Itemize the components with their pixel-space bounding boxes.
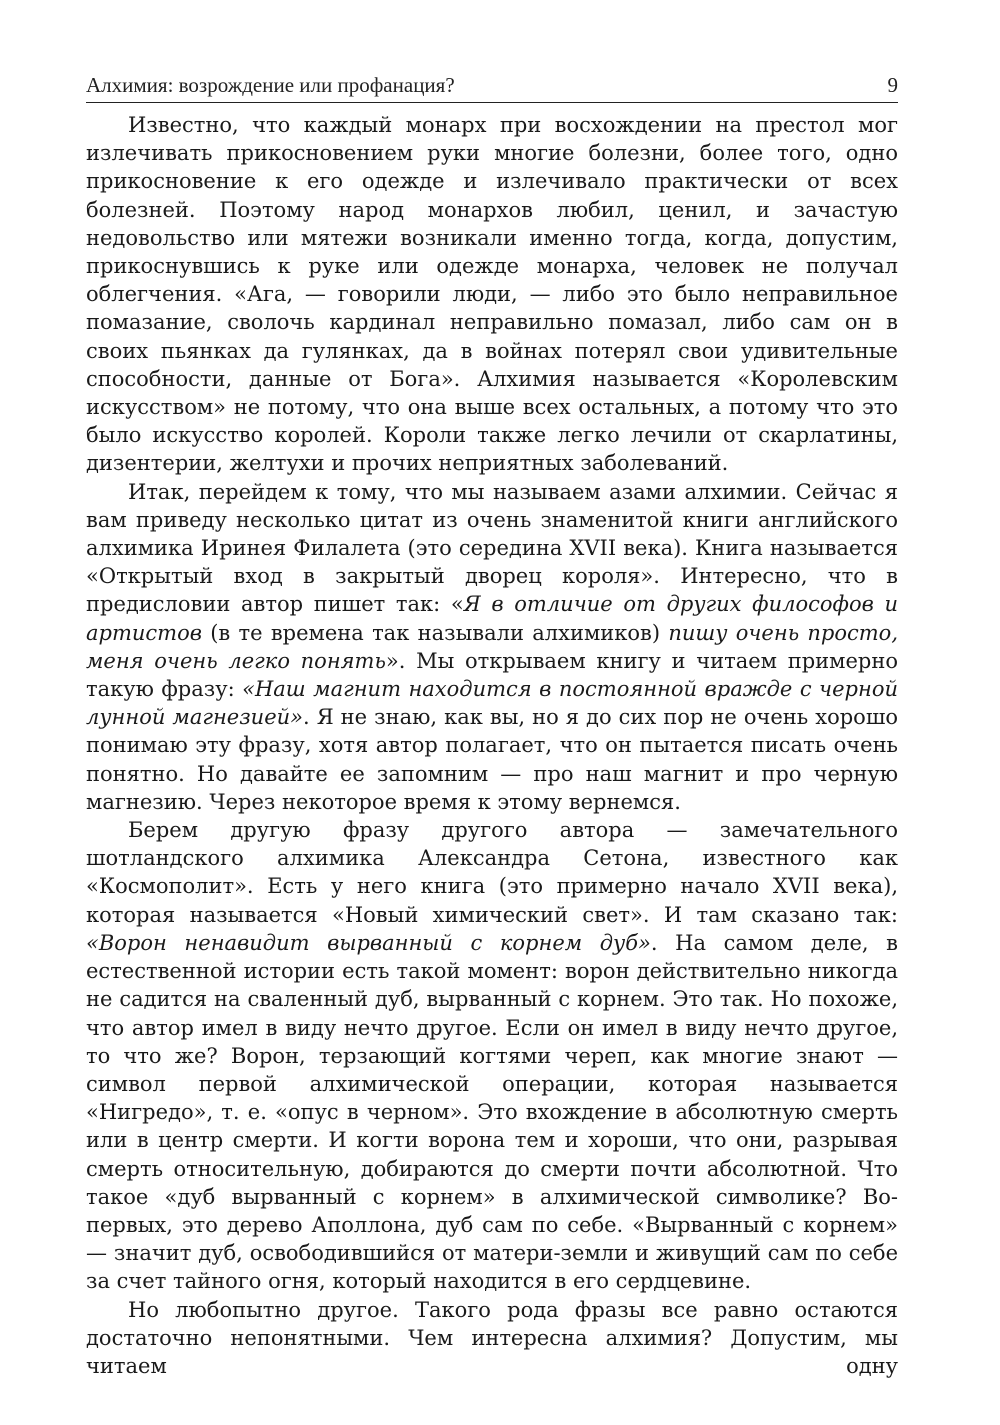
quote-italic: «Ворон ненавидит вырванный с корнем дуб» <box>86 930 651 955</box>
page-number: 9 <box>887 73 898 97</box>
paragraph-text: Известно, что каждый монарх при восхождении на престол мог излечивать прикосновением руки многие болезни, более того, одно прикосновение к его одежде и излечивало практически от всех болезней. Поэтому народ монархов любил, ценил, и зачастую недовольство или мятежи возникали именно тогда, когда, допустим, прикоснувшись к руке или одежде монарха, человек не получал облегчения. «Ага, — говорили люди, — либо это было неправильное помазание, сволочь кардинал неправильно помазал, либо сам он в своих пьянках да гулянках, да в войнах потерял свои удивительные способности, данные от Бога». Алхимия называется «Королевским искусством» не потому, что она выше всех остальных, а потому что это было искусство королей. Короли также легко лечили от скарлатины, дизентерии, желтухи и прочих неприятных заболеваний. <box>86 113 898 476</box>
paragraph-text: Но любопытно другое. Такого рода фразы все равно остаются достаточно непонятными. Чем интересна алхимия? Допустим, мы читаем одну <box>86 1297 898 1378</box>
paragraph-text: Итак, перейдем к тому, что мы называем азами алхимии. Сейчас я вам приведу несколько цитат из очень знаменитой книги английского алхимика Иринея Филалета (это середина XVII века). Книга называется «Открытый вход в закрытый дворец короля». Интересно, что в предисловии автор пишет так: « <box>86 479 898 617</box>
paragraph-text: . На самом деле, в естественной истории есть такой момент: ворон действительно никогда не садится на сваленный дуб, вырванный с корнем. Это так. Но похоже, что автор имел в виду нечто другое. Если он имел в виду нечто другое, то что же? Ворон, терзающий когтями череп, как многие знают — символ первой алхимической операции, которая называется «Нигредо», т. е. «опус в черном». Это вхождение в абсолютную смерть или в центр смерти. И когти ворона тем и хороши, что они, разрывая смерть относительную, добираются до смерти почти абсолютной. Что такое «дуб вырванный с корнем» в алхимической символике? Во-первых, это дерево Аполлона, дуб сам по себе. «Вырванный с корнем» — значит дуб, освободившийся от матери-земли и живущий сам по себе за счет тайного огня, который находится в его сердцевине. <box>86 930 898 1294</box>
running-title: Алхимия: возрождение или профанация? <box>86 73 455 97</box>
quote-italic: «Наш магнит находится в постоянной вражде с черной лунной магнезией» <box>86 677 898 730</box>
book-page <box>86 72 898 1380</box>
paragraph-text: . Я не знаю, как вы, но я до сих пор не очень хорошо понимаю эту фразу, хотя автор полагает, что он пытается писать очень понятно. Но давайте ее запомним — про наш магнит и про черную магнезию. Через некоторое время к этому вернемся. <box>86 705 898 814</box>
body-text <box>86 111 898 1380</box>
paragraph <box>86 111 898 478</box>
quote-italic: Я в отличие от других философов и артистов <box>86 592 898 645</box>
paragraph <box>86 816 898 1295</box>
quote-italic: пишу очень просто, меня очень легко понять <box>86 620 898 673</box>
paragraph <box>86 478 898 816</box>
paragraph-text: (в те времена так называли алхимиков) <box>201 620 669 645</box>
paragraph-text: Берем другую фразу другого автора — замечательного шотландского алхимика Александра Сетона, известного как «Космополит». Есть у него книга (это примерно начало XVII века), которая называется «Новый химический свет». И там сказано так: <box>86 818 898 927</box>
running-header <box>86 72 898 103</box>
paragraph <box>86 1296 898 1381</box>
paragraph-text: ». Мы открываем книгу и читаем примерно такую фразу: <box>86 648 898 702</box>
